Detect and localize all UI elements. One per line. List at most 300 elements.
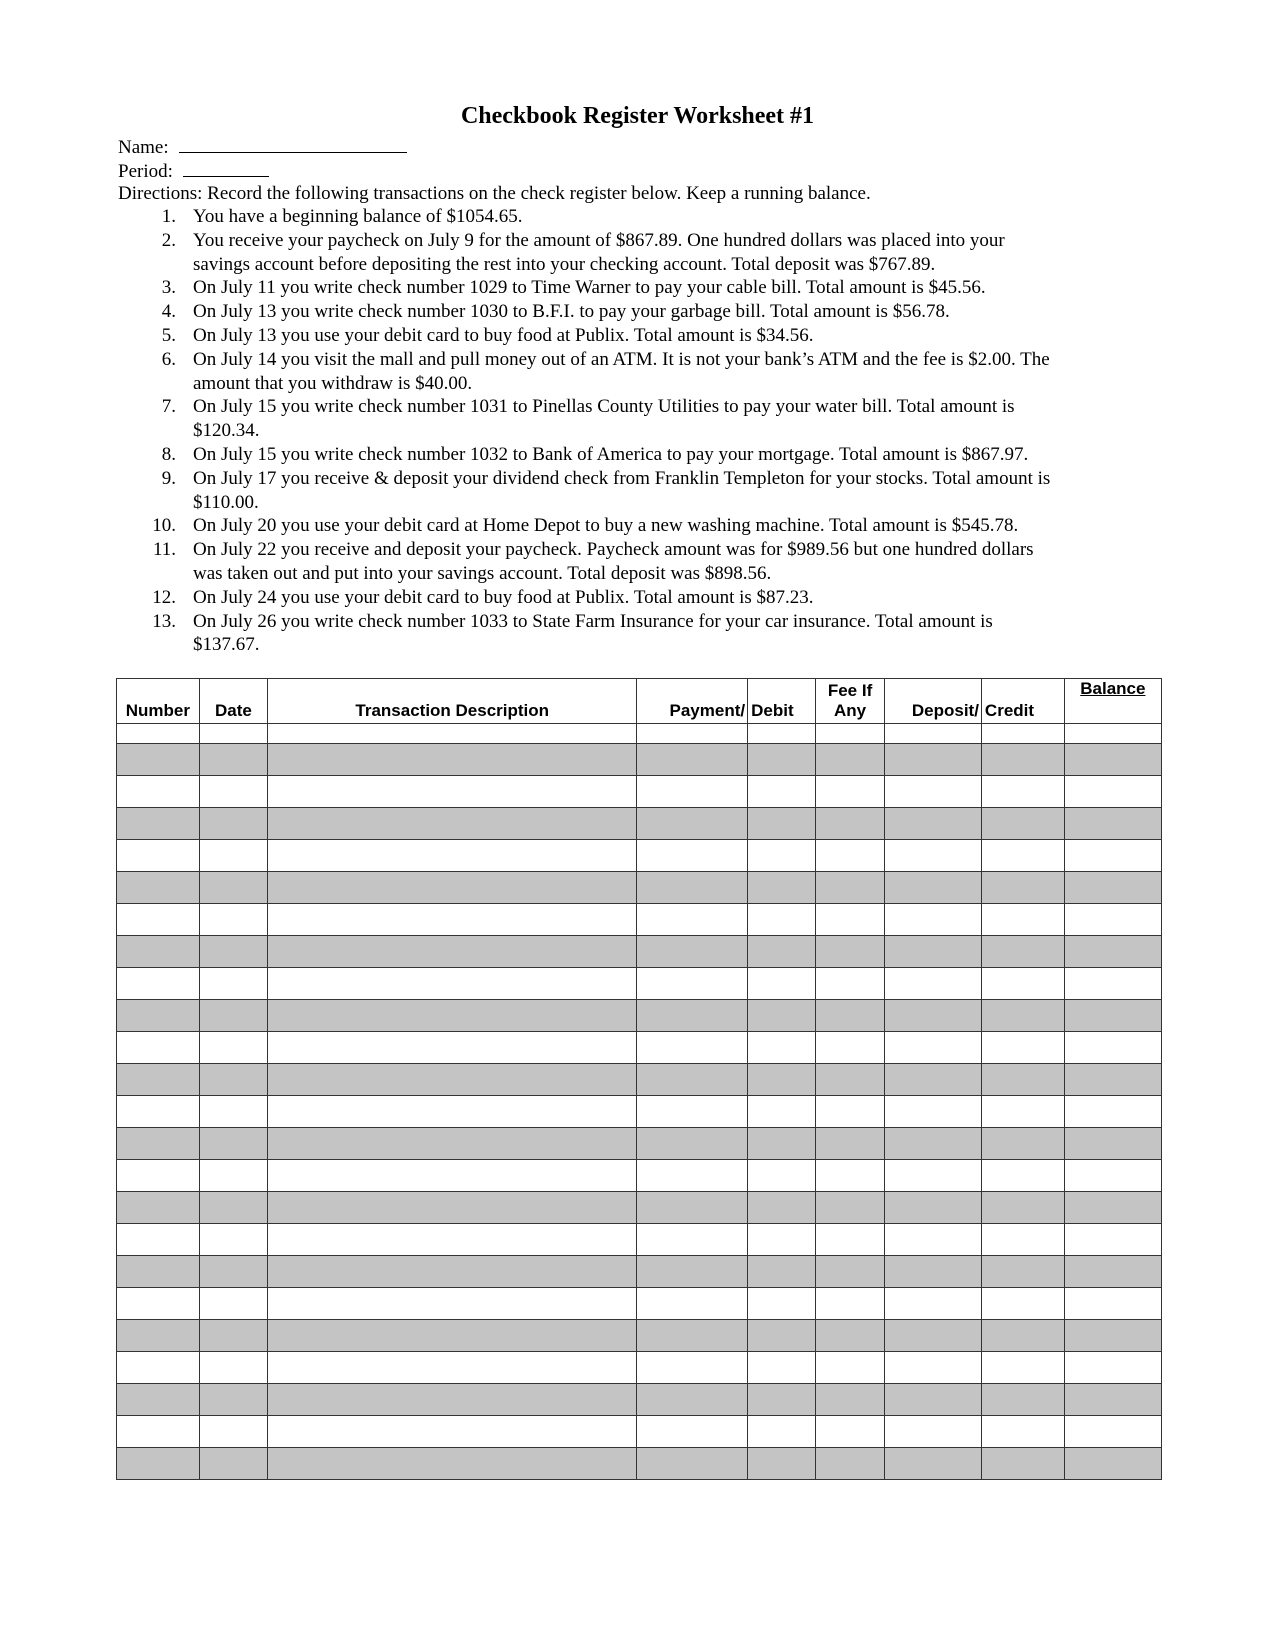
cell-number[interactable]: [117, 968, 200, 1000]
cell-number[interactable]: [117, 1224, 200, 1256]
cell-date[interactable]: [199, 968, 267, 1000]
register-row: [117, 1192, 1162, 1224]
register-row: [117, 1320, 1162, 1352]
cell-debit[interactable]: [748, 776, 816, 808]
cell-date[interactable]: [199, 1288, 267, 1320]
cell-fee[interactable]: [816, 1256, 884, 1288]
cell-date[interactable]: [199, 1064, 267, 1096]
cell-credit[interactable]: [981, 808, 1064, 840]
cell-balance[interactable]: [1064, 872, 1161, 904]
cell-fee[interactable]: [816, 1448, 884, 1480]
cell-payment[interactable]: [637, 1000, 748, 1032]
cell-debit[interactable]: [748, 1320, 816, 1352]
transaction-list: [0, 205, 1275, 657]
cell-balance[interactable]: [1064, 840, 1161, 872]
cell-credit[interactable]: [981, 1064, 1064, 1096]
cell-fee[interactable]: [816, 1032, 884, 1064]
period-label: Period:: [118, 161, 173, 182]
cell-credit[interactable]: [981, 1320, 1064, 1352]
item-number: 8.: [161, 443, 176, 465]
cell-date[interactable]: [199, 1000, 267, 1032]
cell-number[interactable]: [117, 1448, 200, 1480]
cell-fee[interactable]: [816, 1288, 884, 1320]
cell-payment[interactable]: [637, 1064, 748, 1096]
cell-payment[interactable]: [637, 1256, 748, 1288]
cell-fee[interactable]: [816, 1352, 884, 1384]
cell-payment[interactable]: [637, 872, 748, 904]
item-number: 3.: [161, 277, 176, 299]
cell-payment[interactable]: [637, 1320, 748, 1352]
item-text-line: On July 17 you receive & deposit your dividend check from Franklin Templeton for your stocks. Total amount is: [193, 467, 1051, 489]
cell-fee[interactable]: [816, 1000, 884, 1032]
cell-date[interactable]: [199, 840, 267, 872]
cell-debit[interactable]: [748, 904, 816, 936]
item-text: [193, 205, 1153, 229]
cell-debit[interactable]: [748, 1448, 816, 1480]
register-row: [117, 1416, 1162, 1448]
cell-number[interactable]: [117, 1352, 200, 1384]
cell-debit[interactable]: [748, 1352, 816, 1384]
cell-balance[interactable]: [1064, 936, 1161, 968]
cell-deposit[interactable]: [884, 1064, 981, 1096]
cell-deposit[interactable]: [884, 1000, 981, 1032]
cell-balance[interactable]: [1064, 1384, 1161, 1416]
cell-date[interactable]: [199, 744, 267, 776]
cell-description[interactable]: [268, 776, 637, 808]
register-row: [117, 1448, 1162, 1480]
header-deposit: Deposit/: [884, 679, 981, 724]
cell-description[interactable]: [268, 724, 637, 744]
cell-debit[interactable]: [748, 1416, 816, 1448]
cell-deposit[interactable]: [884, 1224, 981, 1256]
transaction-item: [0, 395, 1275, 443]
cell-payment[interactable]: [637, 744, 748, 776]
cell-balance[interactable]: [1064, 1224, 1161, 1256]
cell-description[interactable]: [268, 968, 637, 1000]
cell-credit[interactable]: [981, 1224, 1064, 1256]
cell-payment[interactable]: [637, 1352, 748, 1384]
header-payment: Payment/: [637, 679, 748, 724]
transaction-item: [0, 538, 1275, 586]
cell-date[interactable]: [199, 1320, 267, 1352]
cell-payment[interactable]: [637, 1096, 748, 1128]
register-row: [117, 936, 1162, 968]
cell-debit[interactable]: [748, 1192, 816, 1224]
cell-date[interactable]: [199, 1032, 267, 1064]
item-text: [193, 514, 1153, 538]
transaction-item: [0, 610, 1275, 658]
cell-fee[interactable]: [816, 936, 884, 968]
cell-payment[interactable]: [637, 724, 748, 744]
cell-deposit[interactable]: [884, 1384, 981, 1416]
cell-deposit[interactable]: [884, 904, 981, 936]
item-text-line: On July 11 you write check number 1029 to Time Warner to pay your cable bill. Total amount is $45.56.: [193, 277, 986, 299]
cell-fee[interactable]: [816, 724, 884, 744]
cell-debit[interactable]: [748, 872, 816, 904]
cell-date[interactable]: [199, 1256, 267, 1288]
cell-date[interactable]: [199, 724, 267, 744]
cell-balance[interactable]: [1064, 1032, 1161, 1064]
cell-debit[interactable]: [748, 840, 816, 872]
register-row: [117, 1384, 1162, 1416]
cell-balance[interactable]: [1064, 968, 1161, 1000]
cell-debit[interactable]: [748, 1000, 816, 1032]
cell-number[interactable]: [117, 936, 200, 968]
item-text-line: On July 15 you write check number 1031 to Pinellas County Utilities to pay your water bill. Total amount is: [193, 396, 1015, 418]
cell-credit[interactable]: [981, 1352, 1064, 1384]
cell-fee[interactable]: [816, 1192, 884, 1224]
cell-description[interactable]: [268, 1160, 637, 1192]
header-number: Number: [117, 679, 200, 724]
cell-deposit[interactable]: [884, 1352, 981, 1384]
register-row: [117, 1128, 1162, 1160]
item-number: 2.: [161, 229, 176, 251]
cell-number[interactable]: [117, 808, 200, 840]
cell-number[interactable]: [117, 1160, 200, 1192]
cell-balance[interactable]: [1064, 1256, 1161, 1288]
cell-deposit[interactable]: [884, 724, 981, 744]
cell-description[interactable]: [268, 1192, 637, 1224]
cell-payment[interactable]: [637, 1032, 748, 1064]
cell-number[interactable]: [117, 1416, 200, 1448]
cell-description[interactable]: [268, 1288, 637, 1320]
cell-balance[interactable]: [1064, 1160, 1161, 1192]
cell-payment[interactable]: [637, 1160, 748, 1192]
cell-payment[interactable]: [637, 1288, 748, 1320]
header-description: Transaction Description: [268, 679, 637, 724]
cell-debit[interactable]: [748, 1096, 816, 1128]
cell-deposit[interactable]: [884, 936, 981, 968]
name-blank[interactable]: [179, 135, 407, 153]
cell-credit[interactable]: [981, 1192, 1064, 1224]
cell-credit[interactable]: [981, 1160, 1064, 1192]
item-text: [193, 467, 1153, 515]
cell-date[interactable]: [199, 1448, 267, 1480]
item-number: 10.: [152, 515, 176, 537]
item-number: 9.: [161, 467, 176, 489]
cell-credit[interactable]: [981, 1128, 1064, 1160]
register-row: [117, 1096, 1162, 1128]
register-row: [117, 776, 1162, 808]
cell-description[interactable]: [268, 1032, 637, 1064]
cell-date[interactable]: [199, 1224, 267, 1256]
cell-description[interactable]: [268, 904, 637, 936]
cell-date[interactable]: [199, 1128, 267, 1160]
header-fee-line1: Fee If: [827, 681, 873, 700]
cell-balance[interactable]: [1064, 1288, 1161, 1320]
period-blank[interactable]: [183, 159, 269, 177]
cell-number[interactable]: [117, 1256, 200, 1288]
cell-deposit[interactable]: [884, 1032, 981, 1064]
item-text-line: On July 26 you write check number 1033 to State Farm Insurance for your car insurance. Total amount is: [193, 610, 993, 632]
register-row: [117, 1256, 1162, 1288]
cell-date[interactable]: [199, 1160, 267, 1192]
cell-date[interactable]: [199, 1416, 267, 1448]
name-field[interactable]: [118, 135, 407, 160]
cell-description[interactable]: [268, 1384, 637, 1416]
transaction-item: [0, 205, 1275, 229]
cell-number[interactable]: [117, 1128, 200, 1160]
cell-fee[interactable]: [816, 1384, 884, 1416]
cell-date[interactable]: [199, 1096, 267, 1128]
cell-credit[interactable]: [981, 1000, 1064, 1032]
cell-balance[interactable]: [1064, 1128, 1161, 1160]
cell-fee[interactable]: [816, 1064, 884, 1096]
cell-fee[interactable]: [816, 1160, 884, 1192]
cell-balance[interactable]: [1064, 1000, 1161, 1032]
register-row: [117, 1064, 1162, 1096]
transaction-item: [0, 324, 1275, 348]
item-number: 5.: [161, 324, 176, 346]
cell-credit[interactable]: [981, 872, 1064, 904]
cell-credit[interactable]: [981, 1448, 1064, 1480]
cell-credit[interactable]: [981, 744, 1064, 776]
cell-description[interactable]: [268, 936, 637, 968]
register-row: [117, 1032, 1162, 1064]
cell-description[interactable]: [268, 1096, 637, 1128]
register-row: [117, 1352, 1162, 1384]
item-number: 1.: [161, 206, 176, 227]
cell-debit[interactable]: [748, 1256, 816, 1288]
period-field[interactable]: [118, 159, 269, 184]
cell-description[interactable]: [268, 744, 637, 776]
register-row: [117, 872, 1162, 904]
cell-number[interactable]: [117, 1096, 200, 1128]
cell-balance[interactable]: [1064, 1320, 1161, 1352]
register-row: [117, 840, 1162, 872]
register-row: [117, 744, 1162, 776]
cell-fee[interactable]: [816, 904, 884, 936]
item-number: 6.: [161, 348, 176, 370]
cell-payment[interactable]: [637, 1448, 748, 1480]
cell-deposit[interactable]: [884, 1288, 981, 1320]
cell-description[interactable]: [268, 1256, 637, 1288]
cell-deposit[interactable]: [884, 872, 981, 904]
register-row: [117, 1000, 1162, 1032]
cell-payment[interactable]: [637, 1416, 748, 1448]
item-text: [193, 443, 1153, 467]
cell-date[interactable]: [199, 808, 267, 840]
item-text: [193, 348, 1153, 396]
cell-description[interactable]: [268, 1128, 637, 1160]
transaction-item: [0, 229, 1275, 277]
cell-credit[interactable]: [981, 1256, 1064, 1288]
cell-balance[interactable]: [1064, 1096, 1161, 1128]
cell-number[interactable]: [117, 1032, 200, 1064]
cell-number[interactable]: [117, 1192, 200, 1224]
cell-number[interactable]: [117, 1000, 200, 1032]
item-text-line: On July 13 you use your debit card to buy food at Publix. Total amount is $34.56.: [193, 324, 814, 346]
item-text: [193, 395, 1153, 443]
cell-fee[interactable]: [816, 840, 884, 872]
cell-credit[interactable]: [981, 776, 1064, 808]
cell-debit[interactable]: [748, 936, 816, 968]
item-number: 13.: [152, 610, 176, 632]
cell-description[interactable]: [268, 808, 637, 840]
item-number: 12.: [152, 586, 176, 608]
cell-fee[interactable]: [816, 808, 884, 840]
header-fee: [816, 679, 884, 724]
cell-description[interactable]: [268, 840, 637, 872]
cell-deposit[interactable]: [884, 1128, 981, 1160]
cell-number[interactable]: [117, 872, 200, 904]
cell-credit[interactable]: [981, 1032, 1064, 1064]
header-credit: Credit: [981, 679, 1064, 724]
cell-deposit[interactable]: [884, 1160, 981, 1192]
register-row: [117, 1224, 1162, 1256]
cell-deposit[interactable]: [884, 744, 981, 776]
cell-balance[interactable]: [1064, 1352, 1161, 1384]
cell-fee[interactable]: [816, 1320, 884, 1352]
cell-balance[interactable]: [1064, 1192, 1161, 1224]
item-text: [193, 324, 1153, 348]
cell-credit[interactable]: [981, 724, 1064, 744]
cell-number[interactable]: [117, 1320, 200, 1352]
item-text-line: amount that you withdraw is $40.00.: [193, 372, 473, 394]
cell-debit[interactable]: [748, 1032, 816, 1064]
cell-date[interactable]: [199, 776, 267, 808]
cell-number[interactable]: [117, 776, 200, 808]
cell-debit[interactable]: [748, 1288, 816, 1320]
cell-debit[interactable]: [748, 1224, 816, 1256]
cell-fee[interactable]: [816, 1096, 884, 1128]
cell-credit[interactable]: [981, 968, 1064, 1000]
cell-number[interactable]: [117, 724, 200, 744]
cell-credit[interactable]: [981, 840, 1064, 872]
transaction-item: [0, 276, 1275, 300]
item-text-line: $120.34.: [193, 420, 260, 442]
cell-balance[interactable]: [1064, 808, 1161, 840]
cell-deposit[interactable]: [884, 776, 981, 808]
cell-number[interactable]: [117, 840, 200, 872]
cell-credit[interactable]: [981, 936, 1064, 968]
cell-fee[interactable]: [816, 776, 884, 808]
register-header-row: [117, 679, 1162, 724]
cell-date[interactable]: [199, 1192, 267, 1224]
cell-debit[interactable]: [748, 744, 816, 776]
cell-debit[interactable]: [748, 724, 816, 744]
cell-fee[interactable]: [816, 744, 884, 776]
cell-credit[interactable]: [981, 1288, 1064, 1320]
cell-deposit[interactable]: [884, 968, 981, 1000]
cell-number[interactable]: [117, 744, 200, 776]
cell-payment[interactable]: [637, 1192, 748, 1224]
directions: Directions: Record the following transactions on the check register below. Keep a running balance.: [118, 183, 871, 204]
item-number: 7.: [161, 396, 176, 418]
cell-payment[interactable]: [637, 1224, 748, 1256]
cell-deposit[interactable]: [884, 808, 981, 840]
item-text: [193, 538, 1153, 586]
item-text: [193, 586, 1153, 610]
header-date: Date: [199, 679, 267, 724]
cell-payment[interactable]: [637, 936, 748, 968]
cell-date[interactable]: [199, 904, 267, 936]
cell-description[interactable]: [268, 1352, 637, 1384]
item-text: [193, 229, 1153, 277]
cell-fee[interactable]: [816, 968, 884, 1000]
cell-number[interactable]: [117, 1064, 200, 1096]
cell-balance[interactable]: [1064, 724, 1161, 744]
cell-number[interactable]: [117, 1384, 200, 1416]
cell-date[interactable]: [199, 936, 267, 968]
cell-deposit[interactable]: [884, 1416, 981, 1448]
cell-date[interactable]: [199, 1352, 267, 1384]
header-fee-line2: Any: [833, 701, 867, 720]
cell-payment[interactable]: [637, 1384, 748, 1416]
page-title: Checkbook Register Worksheet #1: [460, 103, 815, 129]
cell-balance[interactable]: [1064, 1416, 1161, 1448]
cell-debit[interactable]: [748, 1160, 816, 1192]
cell-description[interactable]: [268, 1448, 637, 1480]
item-text-line: On July 14 you visit the mall and pull money out of an ATM. It is not your bank’s ATM and the fee is $2.00. The: [193, 348, 1050, 370]
cell-fee[interactable]: [816, 1224, 884, 1256]
cell-date[interactable]: [199, 872, 267, 904]
cell-payment[interactable]: [637, 968, 748, 1000]
cell-balance[interactable]: [1064, 1448, 1161, 1480]
cell-debit[interactable]: [748, 1384, 816, 1416]
check-register-table: [116, 678, 1162, 1480]
cell-credit[interactable]: [981, 1096, 1064, 1128]
cell-description[interactable]: [268, 1416, 637, 1448]
cell-payment[interactable]: [637, 840, 748, 872]
cell-debit[interactable]: [748, 808, 816, 840]
cell-payment[interactable]: [637, 904, 748, 936]
cell-balance[interactable]: [1064, 744, 1161, 776]
cell-description[interactable]: [268, 1224, 637, 1256]
cell-debit[interactable]: [748, 1128, 816, 1160]
item-text-line: $137.67.: [193, 634, 260, 656]
item-text-line: On July 22 you receive and deposit your paycheck. Paycheck amount was for $989.56 but one hundred dollars: [193, 539, 1034, 561]
item-text-line: On July 13 you write check number 1030 to B.F.I. to pay your garbage bill. Total amount is $56.78.: [193, 301, 950, 323]
cell-deposit[interactable]: [884, 1256, 981, 1288]
item-text-line: On July 24 you use your debit card to buy food at Publix. Total amount is $87.23.: [193, 586, 814, 608]
cell-balance[interactable]: [1064, 776, 1161, 808]
cell-payment[interactable]: [637, 1128, 748, 1160]
name-label: Name:: [118, 137, 169, 158]
cell-deposit[interactable]: [884, 840, 981, 872]
cell-description[interactable]: [268, 872, 637, 904]
transaction-item: [0, 514, 1275, 538]
cell-fee[interactable]: [816, 1128, 884, 1160]
item-text-line: On July 20 you use your debit card at Home Depot to buy a new washing machine. Total amount is $545.78.: [193, 515, 1019, 537]
cell-debit[interactable]: [748, 968, 816, 1000]
cell-credit[interactable]: [981, 1384, 1064, 1416]
header-balance: Balance: [1064, 679, 1161, 724]
cell-deposit[interactable]: [884, 1096, 981, 1128]
cell-number[interactable]: [117, 1288, 200, 1320]
item-number: 11.: [152, 539, 176, 561]
cell-description[interactable]: [268, 1000, 637, 1032]
cell-debit[interactable]: [748, 1064, 816, 1096]
register-row: [117, 904, 1162, 936]
cell-payment[interactable]: [637, 776, 748, 808]
transaction-item: [0, 467, 1275, 515]
cell-description[interactable]: [268, 1064, 637, 1096]
cell-deposit[interactable]: [884, 1320, 981, 1352]
cell-balance[interactable]: [1064, 904, 1161, 936]
cell-credit[interactable]: [981, 904, 1064, 936]
cell-number[interactable]: [117, 904, 200, 936]
cell-date[interactable]: [199, 1384, 267, 1416]
cell-deposit[interactable]: [884, 1448, 981, 1480]
cell-fee[interactable]: [816, 1416, 884, 1448]
cell-credit[interactable]: [981, 1416, 1064, 1448]
cell-payment[interactable]: [637, 808, 748, 840]
cell-balance[interactable]: [1064, 1064, 1161, 1096]
cell-deposit[interactable]: [884, 1192, 981, 1224]
cell-fee[interactable]: [816, 872, 884, 904]
cell-description[interactable]: [268, 1320, 637, 1352]
